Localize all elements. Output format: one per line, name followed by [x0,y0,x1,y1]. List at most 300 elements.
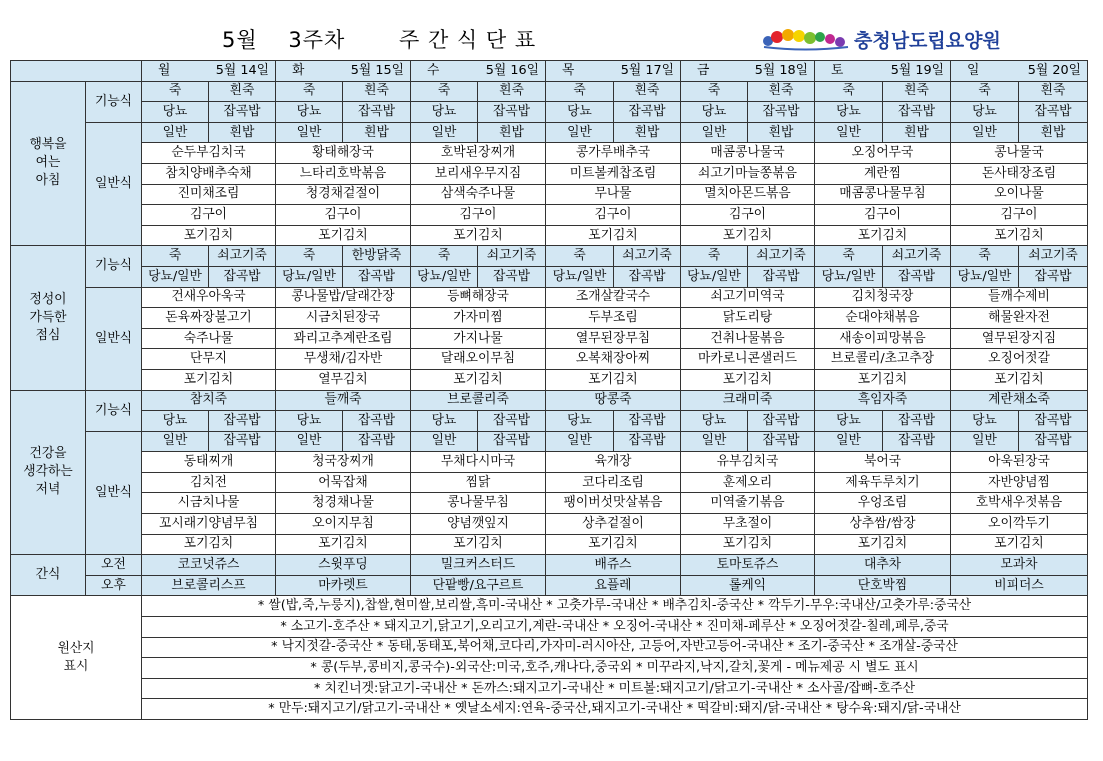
snack-label: 간식 [11,555,86,596]
dish-cell: 우엉조림 [815,493,951,514]
breakfast-dish-row-1 [11,163,1088,184]
dish-cell: 매콤콩나물국 [681,143,815,164]
menu-cell: 흰죽 [478,81,546,102]
day-date: 5월 20일 [1027,62,1081,78]
dish-cell: 김구이 [815,205,951,226]
dish-cell: 단무지 [142,349,276,370]
dish-cell: 돈사태장조림 [951,163,1088,184]
origin-line: * 콩(두부,콩비지,콩국수)-외국산:미국,호주,캐나다,중국외 * 미꾸라지,낙지,갈치,꽃게 - 메뉴제공 시 별도 표시 [142,658,1088,679]
menu-cell: 잡곡밥 [883,266,951,287]
dish-cell: 포기김치 [951,534,1088,555]
menu-cell: 일반 [276,122,343,143]
dish-cell: 자반양념찜 [951,472,1088,493]
dish-cell: 꽈리고추계란조림 [276,328,411,349]
dish-cell: 건새우아욱국 [142,287,276,308]
menu-cell: 당뇨 [681,102,748,123]
origin-row-2 [11,637,1088,658]
menu-cell: 잡곡밥 [748,266,815,287]
dish-cell: 포기김치 [815,225,951,246]
origin-label: 원산지 표시 [11,596,142,720]
lunch-dish-row-3 [11,349,1088,370]
dish-cell: 호박된장찌개 [411,143,546,164]
snack-pm-label: 오후 [86,575,142,596]
dish-cell: 가자미찜 [411,308,546,329]
menu-cell: 잡곡밥 [1019,431,1088,452]
menu-cell: 일반 [546,431,614,452]
dish-cell: 무초절이 [681,514,815,535]
dish-cell: 미역줄기볶음 [681,493,815,514]
day-name: 토 [831,62,844,78]
dish-cell: 유부김치국 [681,452,815,473]
dish-cell: 김구이 [546,205,681,226]
dish-cell: 포기김치 [276,534,411,555]
dish-cell: 매콤콩나물무침 [815,184,951,205]
dish-cell: 콩가루배추국 [546,143,681,164]
day-header-2 [411,61,546,82]
snack-am-cell: 밀크커스터드 [411,555,546,576]
dish-cell: 황태해장국 [276,143,411,164]
menu-cell: 흰밥 [209,122,276,143]
menu-cell: 잡곡밥 [883,431,951,452]
day-header-3 [546,61,681,82]
dish-cell: 두부조림 [546,308,681,329]
lunch-dish-row-0 [11,287,1088,308]
dish-cell: 해물완자전 [951,308,1088,329]
porridge-cell: 참치죽 [142,390,276,411]
lunch-label: 정성이 가득한 점심 [11,246,86,390]
dish-cell: 무생채/김자반 [276,349,411,370]
menu-cell: 당뇨 [951,102,1019,123]
menu-cell: 죽 [815,81,883,102]
dish-cell: 순두부김치국 [142,143,276,164]
dish-cell: 느타리호박볶음 [276,163,411,184]
dish-cell: 김치청국장 [815,287,951,308]
dish-cell: 마카로니콘샐러드 [681,349,815,370]
day-header-4 [681,61,815,82]
dish-cell: 훈제오리 [681,472,815,493]
menu-cell: 죽 [951,246,1019,267]
menu-cell: 쇠고기죽 [748,246,815,267]
breakfast-dish-row-0 [11,143,1088,164]
menu-cell: 일반 [411,122,478,143]
menu-cell: 잡곡밥 [209,431,276,452]
day-name: 수 [427,62,440,78]
menu-cell: 죽 [142,81,209,102]
dish-cell: 포기김치 [815,369,951,390]
dish-cell: 조개살칼국수 [546,287,681,308]
snack-pm-cell: 단호박찜 [815,575,951,596]
menu-cell: 흰죽 [748,81,815,102]
menu-cell: 잡곡밥 [748,431,815,452]
menu-cell: 흰죽 [614,81,681,102]
menu-cell: 흰죽 [883,81,951,102]
dinner-functional-row-2 [11,411,1088,432]
dish-cell: 꼬시래기양념무침 [142,514,276,535]
breakfast-dish-row-2 [11,184,1088,205]
dish-cell: 김구이 [276,205,411,226]
dish-cell: 오복채장아찌 [546,349,681,370]
lunch-functional-row-1 [11,246,1088,267]
dish-cell: 포기김치 [411,225,546,246]
menu-cell: 잡곡밥 [478,411,546,432]
corner-cell [11,61,142,82]
dish-cell: 포기김치 [681,225,815,246]
flower-logo-icon [760,26,850,52]
dish-cell: 참치양배추숙채 [142,163,276,184]
dish-cell: 새송이피망볶음 [815,328,951,349]
day-header-row [11,61,1088,82]
functional-diet-label: 기능식 [86,246,142,287]
dish-cell: 무채다시마국 [411,452,546,473]
menu-cell: 흰밥 [883,122,951,143]
menu-cell: 당뇨/일반 [681,266,748,287]
dish-cell: 멸치아몬드볶음 [681,184,815,205]
menu-cell: 흰죽 [1019,81,1088,102]
menu-cell: 일반 [951,122,1019,143]
dish-cell: 포기김치 [681,534,815,555]
day-date: 5월 19일 [890,62,944,78]
dish-cell: 포기김치 [142,225,276,246]
day-date: 5월 17일 [620,62,674,78]
breakfast-label: 행복을 여는 아침 [11,81,86,246]
menu-cell: 쇠고기죽 [209,246,276,267]
breakfast-functional-row-2 [11,102,1088,123]
dish-cell: 열무된장지짐 [951,328,1088,349]
menu-cell: 잡곡밥 [478,102,546,123]
menu-cell: 당뇨 [815,411,883,432]
dish-cell: 시금치나물 [142,493,276,514]
menu-cell: 잡곡밥 [478,266,546,287]
dish-cell: 코다리조림 [546,472,681,493]
day-header-6 [951,61,1088,82]
day-name: 화 [292,62,305,78]
menu-cell: 당뇨/일반 [276,266,343,287]
snack-pm-cell: 롤케익 [681,575,815,596]
dish-cell: 북어국 [815,452,951,473]
dish-cell: 포기김치 [142,534,276,555]
porridge-cell: 크래미죽 [681,390,815,411]
origin-line: * 만두:돼지고기/닭고기-국내산 * 옛날소세지:연육-중국산,돼지고기-국내산 * 떡갈비:돼지/닭-국내산 * 탕수육:돼지/닭-국내산 [142,699,1088,720]
page-header [0,0,1103,58]
menu-cell: 잡곡밥 [209,266,276,287]
dish-cell: 건취나물볶음 [681,328,815,349]
day-name: 목 [562,62,575,78]
dish-cell: 포기김치 [411,369,546,390]
menu-cell: 잡곡밥 [614,411,681,432]
menu-cell: 죽 [815,246,883,267]
breakfast-general-row [11,122,1088,143]
menu-cell: 쇠고기죽 [1019,246,1088,267]
origin-line: * 치킨너겟:닭고기-국내산 * 돈까스:돼지고기-국내산 * 미트볼:돼지고기/닭고기-국내산 * 소사골/잡뼈-호주산 [142,678,1088,699]
snack-am-row [11,555,1088,576]
porridge-cell: 땅콩죽 [546,390,681,411]
dinner-dish-row-1 [11,472,1088,493]
menu-cell: 잡곡밥 [343,102,411,123]
dish-cell: 쇠고기마늘쫑볶음 [681,163,815,184]
origin-row-4 [11,678,1088,699]
menu-cell: 당뇨 [681,411,748,432]
menu-cell: 잡곡밥 [343,411,411,432]
dish-cell: 들깨수제비 [951,287,1088,308]
menu-cell: 당뇨/일반 [546,266,614,287]
menu-cell: 일반 [411,431,478,452]
menu-cell: 죽 [142,246,209,267]
menu-cell: 당뇨/일반 [142,266,209,287]
menu-cell: 죽 [411,81,478,102]
menu-cell: 당뇨 [142,411,209,432]
dish-cell: 브로콜리/초고추장 [815,349,951,370]
porridge-cell: 흑임자죽 [815,390,951,411]
dish-cell: 김구이 [681,205,815,226]
menu-cell: 당뇨 [276,102,343,123]
day-date: 5월 16일 [485,62,539,78]
menu-cell: 잡곡밥 [614,266,681,287]
snack-am-cell: 토마토쥬스 [681,555,815,576]
dish-cell: 김구이 [411,205,546,226]
dish-cell: 김치전 [142,472,276,493]
day-header-5 [815,61,951,82]
dish-cell: 김구이 [142,205,276,226]
menu-cell: 쇠고기죽 [614,246,681,267]
menu-cell: 일반 [142,431,209,452]
dish-cell: 무나물 [546,184,681,205]
functional-diet-label: 기능식 [86,390,142,431]
dish-cell: 청경채나물 [276,493,411,514]
menu-cell: 죽 [276,246,343,267]
origin-line: * 쌀(밥,죽,누룽지),찹쌀,현미쌀,보리쌀,흑미-국내산 * 고춧가루-국내산 * 배추김치-중국산 * 깍두기-무우:국내산/고춧가루:중국산 [142,596,1088,617]
menu-cell: 당뇨 [546,102,614,123]
menu-cell: 일반 [951,431,1019,452]
dish-cell: 포기김치 [681,369,815,390]
dish-cell: 상추겉절이 [546,514,681,535]
dish-cell: 포기김치 [546,369,681,390]
dish-cell: 시금치된장국 [276,308,411,329]
menu-cell: 당뇨 [411,411,478,432]
menu-cell: 흰죽 [209,81,276,102]
origin-row-0 [11,596,1088,617]
menu-cell: 당뇨/일반 [411,266,478,287]
dish-cell: 오징어무국 [815,143,951,164]
menu-cell: 잡곡밥 [343,266,411,287]
menu-cell: 흰죽 [343,81,411,102]
menu-cell: 잡곡밥 [883,411,951,432]
dish-cell: 계란찜 [815,163,951,184]
day-header-1 [276,61,411,82]
snack-am-cell: 스윗푸딩 [276,555,411,576]
dish-cell: 달래오이무침 [411,349,546,370]
day-name: 일 [967,62,980,78]
dinner-dish-row-2 [11,493,1088,514]
dish-cell: 찜닭 [411,472,546,493]
menu-cell: 죽 [276,81,343,102]
dish-cell: 돈육짜장불고기 [142,308,276,329]
dish-cell: 숙주나물 [142,328,276,349]
breakfast-dish-row-4 [11,225,1088,246]
origin-row-3 [11,658,1088,679]
menu-cell: 당뇨/일반 [951,266,1019,287]
snack-pm-cell: 요플레 [546,575,681,596]
dish-cell: 양념깻잎지 [411,514,546,535]
dish-cell: 열무된장무침 [546,328,681,349]
menu-cell: 죽 [681,246,748,267]
menu-cell: 흰밥 [748,122,815,143]
breakfast-dish-row-3 [11,205,1088,226]
snack-pm-cell: 브로콜리스프 [142,575,276,596]
dish-cell: 포기김치 [411,534,546,555]
dish-cell: 상추쌈/쌈장 [815,514,951,535]
menu-cell: 잡곡밥 [209,102,276,123]
dish-cell: 가지나물 [411,328,546,349]
menu-cell: 한방닭죽 [343,246,411,267]
menu-cell: 잡곡밥 [209,411,276,432]
snack-am-cell: 코코넛쥬스 [142,555,276,576]
menu-cell: 잡곡밥 [1019,266,1088,287]
porridge-cell: 브로콜리죽 [411,390,546,411]
menu-cell: 잡곡밥 [614,431,681,452]
snack-am-cell: 배쥬스 [546,555,681,576]
porridge-cell: 들깨죽 [276,390,411,411]
menu-cell: 잡곡밥 [748,102,815,123]
menu-cell: 일반 [681,431,748,452]
dish-cell: 오이지무침 [276,514,411,535]
dish-cell: 포기김치 [546,225,681,246]
menu-cell: 잡곡밥 [1019,102,1088,123]
snack-am-label: 오전 [86,555,142,576]
dish-cell: 호박새우젓볶음 [951,493,1088,514]
origin-row-1 [11,617,1088,638]
dish-cell: 순대야채볶음 [815,308,951,329]
institution-logo [760,26,1001,52]
menu-cell: 당뇨/일반 [815,266,883,287]
dish-cell: 동태찌개 [142,452,276,473]
dish-cell: 열무김치 [276,369,411,390]
breakfast-functional-row-1 [11,81,1088,102]
dish-cell: 청국장찌개 [276,452,411,473]
snack-pm-cell: 비피더스 [951,575,1088,596]
dish-cell: 등뼈해장국 [411,287,546,308]
dish-cell: 닭도리탕 [681,308,815,329]
dish-cell: 콩나물밥/달래간장 [276,287,411,308]
dish-cell: 포기김치 [142,369,276,390]
menu-cell: 일반 [681,122,748,143]
dish-cell: 김구이 [951,205,1088,226]
menu-cell: 일반 [546,122,614,143]
dish-cell: 포기김치 [276,225,411,246]
menu-cell: 일반 [142,122,209,143]
menu-cell: 당뇨 [142,102,209,123]
dish-cell: 진미채조림 [142,184,276,205]
weekly-menu-table [10,60,1088,720]
menu-cell: 당뇨 [815,102,883,123]
dish-cell: 포기김치 [815,534,951,555]
dish-cell: 제육두루치기 [815,472,951,493]
dish-cell: 미트볼케찹조림 [546,163,681,184]
snack-pm-cell: 단팥빵/요구르트 [411,575,546,596]
menu-cell: 흰밥 [1019,122,1088,143]
origin-line: * 낙지젓갈-중국산 * 동태,동태포,북어채,코다리,가자미-러시아산, 고등어,자반고등어-국내산 * 조기-중국산 * 조개살-중국산 [142,637,1088,658]
day-name: 월 [158,62,171,78]
origin-row-5 [11,699,1088,720]
menu-cell: 당뇨 [546,411,614,432]
dish-cell: 콩나물국 [951,143,1088,164]
dinner-dish-row-0 [11,452,1088,473]
dish-cell: 오이나물 [951,184,1088,205]
dish-cell: 콩나물무침 [411,493,546,514]
menu-cell: 흰밥 [478,122,546,143]
menu-cell: 쇠고기죽 [883,246,951,267]
lunch-dish-row-1 [11,308,1088,329]
menu-cell: 죽 [411,246,478,267]
menu-cell: 쇠고기죽 [478,246,546,267]
institution-name: 충청남도립요양원 [854,29,1001,52]
dish-cell: 어묵잡채 [276,472,411,493]
dish-cell: 육개장 [546,452,681,473]
dish-cell: 포기김치 [951,225,1088,246]
dish-cell: 오징어젓갈 [951,349,1088,370]
dish-cell: 쇠고기미역국 [681,287,815,308]
snack-am-cell: 모과차 [951,555,1088,576]
day-name: 금 [697,62,710,78]
dish-cell: 보리새우무지짐 [411,163,546,184]
menu-cell: 죽 [951,81,1019,102]
functional-diet-label: 기능식 [86,81,142,122]
menu-cell: 잡곡밥 [883,102,951,123]
dinner-dish-row-3 [11,514,1088,535]
dish-cell: 포기김치 [951,369,1088,390]
menu-cell: 일반 [815,122,883,143]
menu-cell: 잡곡밥 [343,431,411,452]
dinner-general-row [11,431,1088,452]
menu-cell: 흰밥 [614,122,681,143]
menu-cell: 잡곡밥 [1019,411,1088,432]
day-header-0 [142,61,276,82]
menu-cell: 잡곡밥 [748,411,815,432]
general-diet-label: 일반식 [86,287,142,390]
day-date: 5월 14일 [215,62,269,78]
snack-pm-row [11,575,1088,596]
menu-cell: 죽 [546,81,614,102]
day-date: 5월 18일 [754,62,808,78]
menu-cell: 흰밥 [343,122,411,143]
dinner-label: 건강을 생각하는 저녁 [11,390,86,555]
dish-cell: 아욱된장국 [951,452,1088,473]
dish-cell: 삼색숙주나물 [411,184,546,205]
general-diet-label: 일반식 [86,431,142,555]
menu-cell: 일반 [276,431,343,452]
menu-cell: 당뇨 [951,411,1019,432]
dish-cell: 오이깍두기 [951,514,1088,535]
general-diet-label: 일반식 [86,122,142,246]
dish-cell: 청경채겉절이 [276,184,411,205]
snack-pm-cell: 마카렛트 [276,575,411,596]
menu-cell: 죽 [546,246,614,267]
lunch-functional-row-2 [11,266,1088,287]
dinner-functional-row-1 [11,390,1088,411]
dish-cell: 포기김치 [546,534,681,555]
menu-cell: 죽 [681,81,748,102]
dinner-dish-row-4 [11,534,1088,555]
menu-cell: 잡곡밥 [478,431,546,452]
lunch-dish-row-4 [11,369,1088,390]
lunch-dish-row-2 [11,328,1088,349]
menu-cell: 당뇨 [276,411,343,432]
menu-cell: 일반 [815,431,883,452]
menu-cell: 잡곡밥 [614,102,681,123]
menu-cell: 당뇨 [411,102,478,123]
day-date: 5월 15일 [350,62,404,78]
origin-line: * 소고기-호주산 * 돼지고기,닭고기,오리고기,계란-국내산 * 오징어-국내산 * 진미채-페루산 * 오징어젓갈-칠레,페루,중국 [142,617,1088,638]
porridge-cell: 계란채소죽 [951,390,1088,411]
